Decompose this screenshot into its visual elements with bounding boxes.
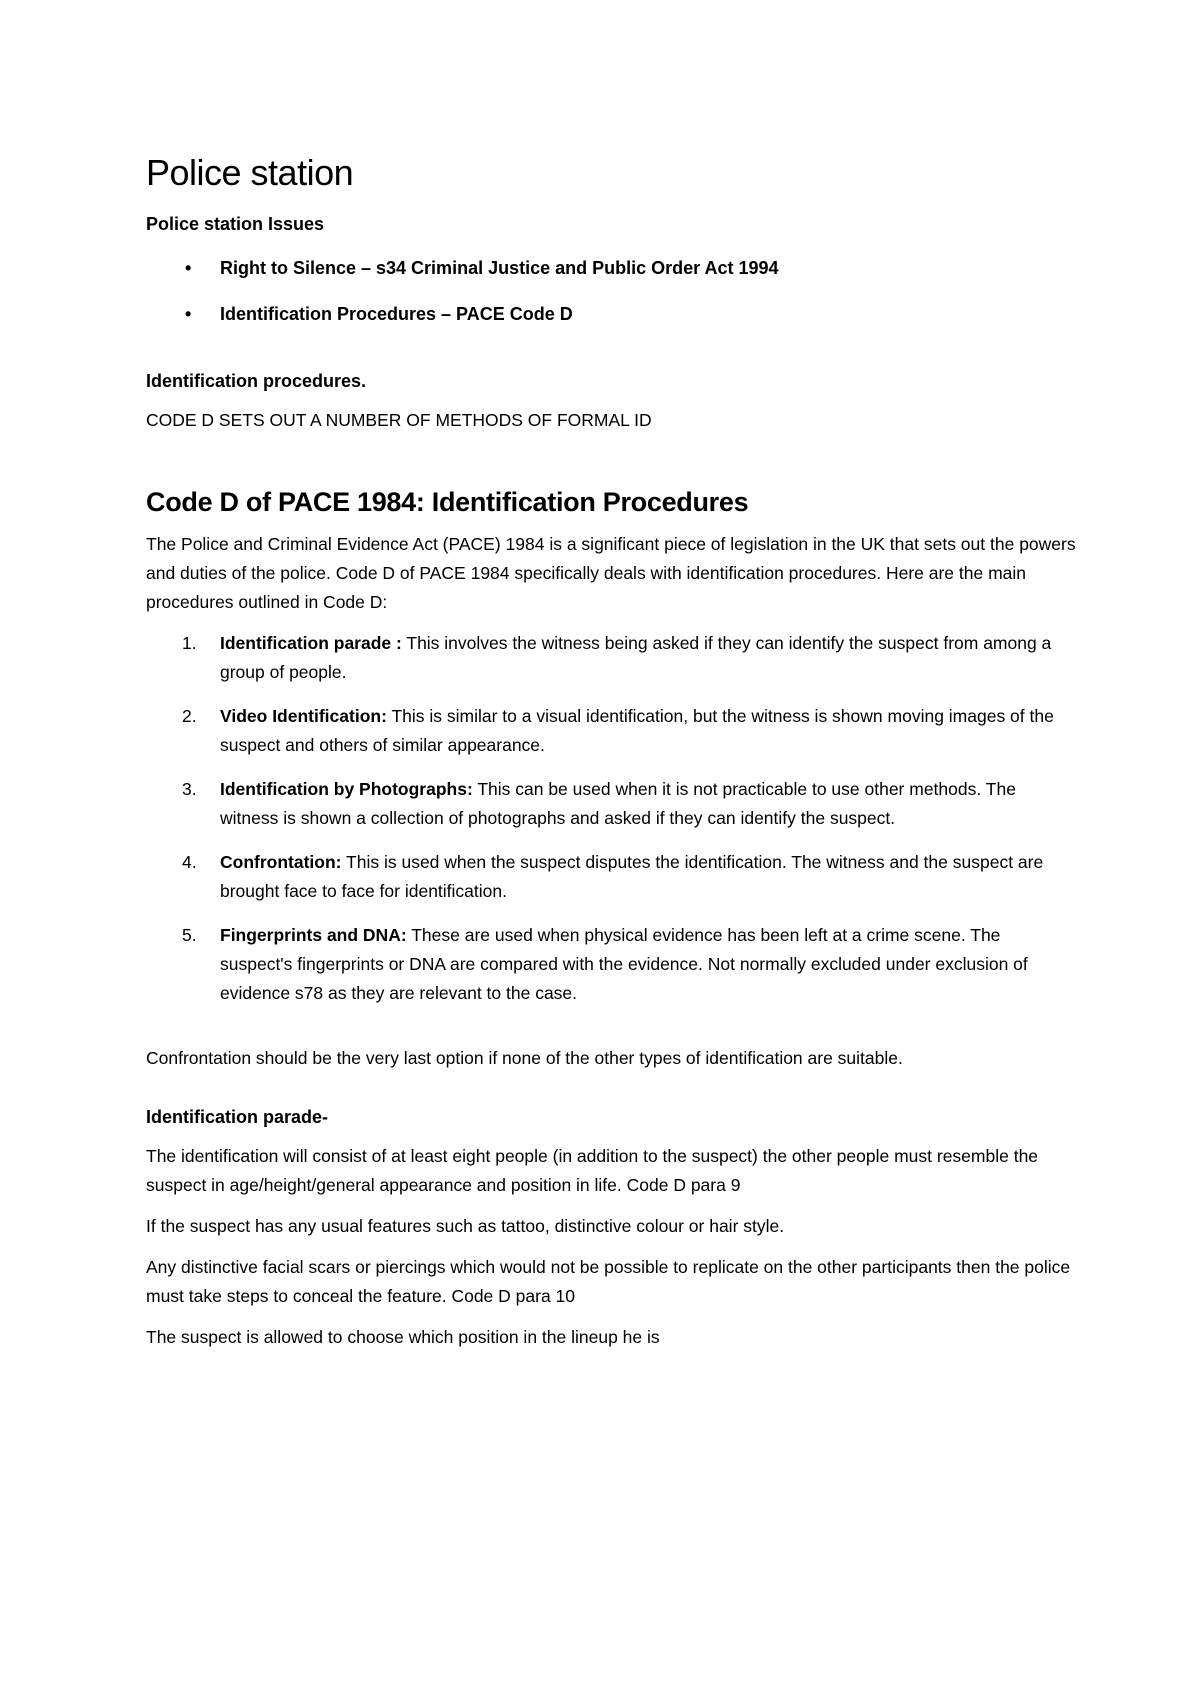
procedures-list xyxy=(146,629,1076,1008)
code-d-intro: The Police and Criminal Evidence Act (PACE) 1984 is a significant piece of legislation in the UK that sets out the powers and duties of the police. Code D of PACE 1984 specifically deals with identification procedures. Here are the main procedures outlined in Code D: xyxy=(146,534,1076,612)
parade-paragraph: The suspect is allowed to choose which position in the lineup he is xyxy=(146,1327,660,1347)
parade-paragraph: If the suspect has any usual features such as tattoo, distinctive colour or hair style. xyxy=(146,1216,785,1236)
parade-paragraph: Any distinctive facial scars or piercings which would not be possible to replicate on the other participants then the police must take steps to conceal the feature. Code D para 10 xyxy=(146,1257,1071,1306)
list-number: 5. xyxy=(182,925,197,945)
list-item xyxy=(146,629,1076,687)
list-item xyxy=(146,848,1076,906)
procedure-term: Video Identification: xyxy=(220,706,387,726)
parade-heading: Identification parade- xyxy=(146,1107,329,1127)
bullet-icon: • xyxy=(185,258,192,278)
idproc-heading: Identification procedures. xyxy=(146,371,367,391)
list-number: 4. xyxy=(182,852,197,872)
procedure-term: Confrontation: xyxy=(220,852,342,872)
list-number: 2. xyxy=(182,706,197,726)
list-item xyxy=(146,702,1076,760)
confrontation-note: Confrontation should be the very last option if none of the other types of identification are suitable. xyxy=(146,1048,903,1068)
list-number: 1. xyxy=(182,633,197,653)
idproc-text: CODE D SETS OUT A NUMBER OF METHODS OF FORMAL ID xyxy=(146,410,652,430)
procedure-desc: This is similar to a visual identification, but the witness is shown moving images of the suspect and others of similar appearance. xyxy=(220,706,1054,755)
issues-list xyxy=(146,255,1076,327)
code-d-heading: Code D of PACE 1984: Identification Procedures xyxy=(146,487,749,517)
list-number: 3. xyxy=(182,779,197,799)
list-item xyxy=(146,775,1076,833)
list-item xyxy=(146,921,1076,1008)
parade-paragraph: The identification will consist of at least eight people (in addition to the suspect) the other people must resemble the suspect in age/height/general appearance and position in life. Code D para 9 xyxy=(146,1146,1039,1195)
issues-heading: Police station Issues xyxy=(146,214,325,234)
list-item: • Identification Procedures – PACE Code D xyxy=(146,301,1076,327)
procedure-desc: These are used when physical evidence has been left at a crime scene. The suspect's fingerprints or DNA are compared with the evidence. Not normally excluded under exclusion of evidence s78 as they are relevant to the case. xyxy=(220,925,1028,1003)
list-item: • Right to Silence – s34 Criminal Justice and Public Order Act 1994 xyxy=(146,255,1076,281)
procedure-desc: This is used when the suspect disputes the identification. The witness and the suspect are brought face to face for identification. xyxy=(220,852,1044,901)
procedure-term: Fingerprints and DNA: xyxy=(220,925,407,945)
document-page xyxy=(146,140,1076,1352)
page-title: Police station xyxy=(146,152,354,193)
procedure-desc: This can be used when it is not practicable to use other methods. The witness is shown a collection of photographs and asked if they can identify the suspect. xyxy=(220,779,1016,828)
procedure-term: Identification by Photographs: xyxy=(220,779,473,799)
procedure-desc: This involves the witness being asked if they can identify the suspect from among a group of people. xyxy=(220,633,1052,682)
bullet-icon: • xyxy=(185,304,192,324)
procedure-term: Identification parade : xyxy=(220,633,402,653)
